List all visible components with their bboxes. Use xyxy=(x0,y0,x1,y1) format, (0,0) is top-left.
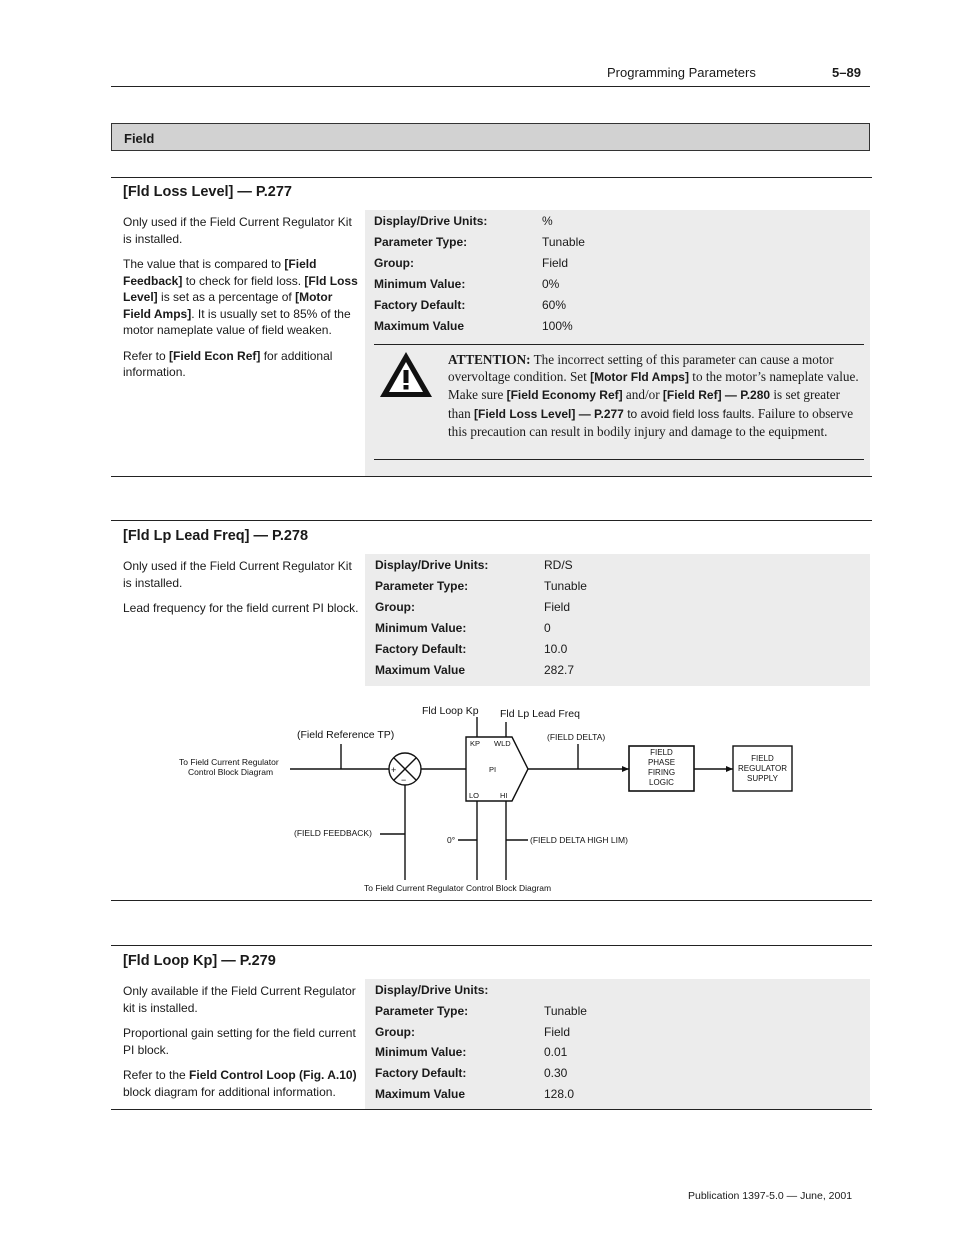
section-bar-label: Field xyxy=(124,131,155,146)
p279-desc-3: Refer to the Field Control Loop (Fig. A.10) block diagram for additional information. xyxy=(123,1068,357,1099)
p279-title: [Fld Loop Kp] — P.279 xyxy=(123,953,276,969)
regulator-box-line-1: FIELD xyxy=(751,754,774,763)
p279-bottom-rule xyxy=(111,1109,872,1110)
diagram-label-to-fcr-1: To Field Current Regulator xyxy=(179,757,279,767)
p278-title: [Fld Lp Lead Freq] — P.278 xyxy=(123,528,309,544)
p278-desc-1: Only used if the Field Current Regulator Kit is installed. xyxy=(123,559,352,590)
phase-box-line-1: FIELD xyxy=(650,748,673,757)
diagram-label-field-reference-tp: (Field Reference TP) xyxy=(297,729,395,741)
phase-box-line-3: FIRING xyxy=(647,768,676,777)
diagram-label-delta-high-lim: (FIELD DELTA HIGH LIM) xyxy=(530,835,628,845)
phase-box-line-2: PHASE xyxy=(647,758,676,767)
p279-param-table: Display/Drive Units: Parameter Type: Tunable Group: Field Minimum Value: 0.01 Factory Default: 0.30 Maximum Value 128.0 xyxy=(375,983,587,1101)
diagram-label-zero-deg: 0° xyxy=(447,835,456,845)
pi-label-lo: LO xyxy=(469,791,480,800)
pi-label-wld: WLD xyxy=(494,739,511,748)
p279-description xyxy=(123,983,363,1109)
p279-desc-2: Proportional gain setting for the field current PI block. xyxy=(123,1026,356,1057)
pi-label-hi: HI xyxy=(500,791,508,800)
p278-desc-2: Lead frequency for the field current PI block. xyxy=(123,601,359,615)
sum-plus-sign: + xyxy=(391,765,397,775)
diagram-label-bottom-ref: To Field Current Regulator Control Block Diagram xyxy=(364,883,552,893)
p277-desc-3: Refer to [Field Econ Ref] for additional information. xyxy=(123,348,333,379)
pi-label-pi: PI xyxy=(489,765,497,774)
p278-bottom-rule xyxy=(111,900,872,901)
sum-minus-sign: − xyxy=(401,775,407,785)
publication-footer: Publication 1397-5.0 — June, 2001 xyxy=(688,1190,853,1202)
p277-title: [Fld Loss Level] — P.277 xyxy=(123,184,292,200)
regulator-box-line-2: REGULATOR xyxy=(737,764,788,773)
p277-param-table: Display/Drive Units: % Parameter Type: Tunable Group: Field Minimum Value: 0% Factory Default: 60% Maximum Value 100% xyxy=(374,214,585,333)
page-number: 5–89 xyxy=(832,65,861,80)
attention-text: ATTENTION: The incorrect setting of this parameter can cause a motor overvoltage condition. Set [Motor Fld Amps] to the motor’s nameplate value. Make sure [Field Economy Ref] and/or [Field Ref] — P.280 is set greater than [Field Loss Level] — P.277 to avoid field loss faults. Failure to observe this precaution can result in bodily injury and damage to the equipment. xyxy=(448,352,859,439)
p277-desc-2: The value that is compared to [Field Feedback] to check for field loss. [Fld Loss Level] is set as a percentage of [Motor Field Amps]. It is usually set to 85% of the motor nameplate value of field weaken. xyxy=(123,257,358,337)
header-title: Programming Parameters xyxy=(607,65,756,80)
phase-box-line-4: LOGIC xyxy=(649,778,674,787)
p278-param-table: Display/Drive Units: RD/S Parameter Type: Tunable Group: Field Minimum Value: 0 Factory Default: 10.0 Maximum Value 282.7 xyxy=(375,558,587,677)
p277-desc-1: Only used if the Field Current Regulator Kit is installed. xyxy=(123,215,352,246)
diagram-label-field-feedback: (FIELD FEEDBACK) xyxy=(294,828,372,838)
regulator-box-line-3: SUPPLY xyxy=(747,774,778,783)
p279-desc-1: Only available if the Field Current Regulator kit is installed. xyxy=(123,984,356,1015)
pi-label-kp: KP xyxy=(470,739,481,748)
diagram-label-fld-lp-lead-freq: Fld Lp Lead Freq xyxy=(500,708,580,720)
diagram-label-fld-loop-kp: Fld Loop Kp xyxy=(422,705,479,717)
diagram-label-field-delta: (FIELD DELTA) xyxy=(547,732,606,742)
diagram-label-to-fcr-2: Control Block Diagram xyxy=(188,767,274,777)
p279-top-rule xyxy=(111,945,872,946)
